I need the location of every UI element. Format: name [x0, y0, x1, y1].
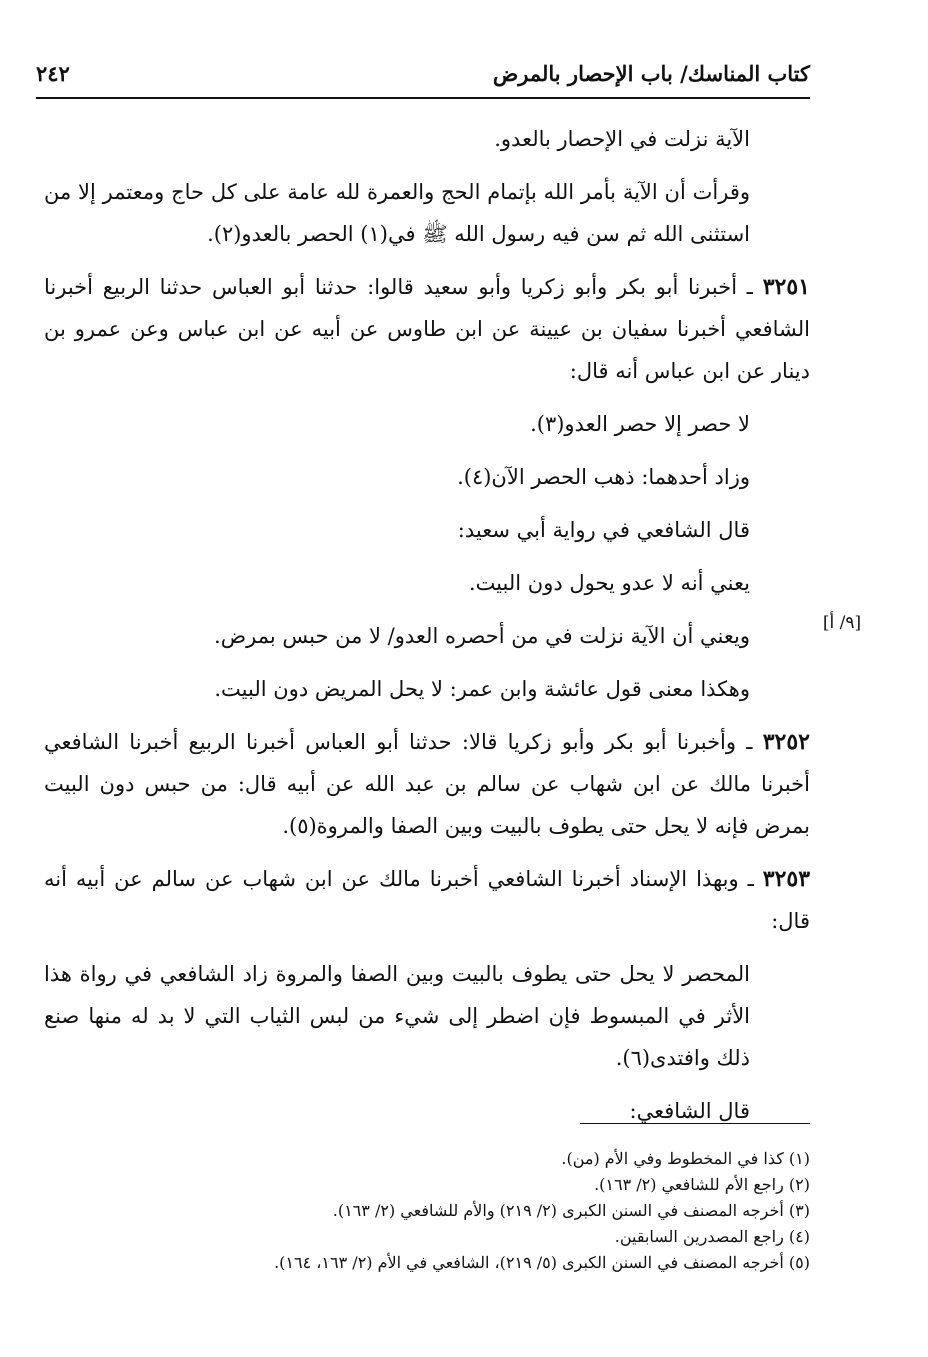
body-text — [44, 118, 810, 1143]
paragraph-9: وهكذا معنى قول عائشة وابن عمر: لا يحل المريض دون البيت. — [214, 677, 750, 701]
paragraph-7: يعني أنه لا عدو يحول دون البيت. — [468, 571, 750, 595]
footnote-1: (١) كذا في المخطوط وفي الأم (من). — [561, 1149, 810, 1168]
footnotes — [80, 1146, 810, 1276]
paragraph-4: لا حصر إلا حصر العدو(٣). — [530, 412, 750, 436]
page-header — [36, 52, 810, 94]
manuscript-folio-note: [٩/ أ] — [822, 613, 862, 633]
footnote-4: (٤) راجع المصدرين السابقين. — [614, 1227, 810, 1246]
paragraph-5: وزاد أحدهما: ذهب الحصر الآن(٤). — [457, 465, 750, 489]
hadith-text: ـ وبهذا الإسناد أخبرنا الشافعي أخبرنا مالك عن ابن شهاب عن سالم عن أبيه أنه قال: — [44, 867, 810, 933]
paragraph-13: قال الشافعي: — [629, 1099, 750, 1123]
paragraph-2: وقرأت أن الآية بأمر الله بإتمام الحج والعمرة لله عامة على كل حاج ومعتمر إلا من استثنى الله ثم سن فيه رسول الله ﷺ في(١) الحصر بالعدو(٢). — [44, 180, 750, 246]
running-title: كتاب المناسك/ باب الإحصار بالمرض — [492, 60, 810, 86]
paragraph-12: المحصر لا يحل حتى يطوف بالبيت وبين الصفا والمروة زاد الشافعي في رواة هذا الأثر في المبسوط فإن اضطر إلى شيء من لبس الثياب التي لا بد له منها صنع ذلك وافتدى(٦). — [44, 962, 750, 1070]
footnote-2: (٢) راجع الأم للشافعي (٢/ ١٦٣). — [594, 1175, 810, 1194]
footnote-rule — [580, 1123, 810, 1124]
hadith-text: ـ أخبرنا أبو بكر وأبو زكريا وأبو سعيد قالوا: حدثنا أبو العباس حدثنا الربيع أخبرنا الشافعي أخبرنا سفيان بن عيينة عن ابن طاوس عن أبيه عن ابن عباس وعن عمرو بن دينار عن ابن عباس أنه قال: — [44, 275, 810, 383]
footnote-5: (٥) أخرجه المصنف في السنن الكبرى (٥/ ٢١٩)، الشافعي في الأم (٢/ ١٦٣، ١٦٤). — [274, 1253, 810, 1272]
hadith-number: ٣٢٥٢ — [762, 729, 810, 755]
hadith-text: ـ وأخبرنا أبو بكر وأبو زكريا قالا: حدثنا أبو العباس أخبرنا الربيع أخبرنا الشافعي أخبرنا مالك عن ابن شهاب عن سالم بن عبد الله عن أبيه قال: من حبس دون البيت بمرض فإنه لا يحل حتى يطوف بالبيت وبين الصفا والمروة(٥). — [44, 730, 810, 838]
paragraph-6: قال الشافعي في رواية أبي سعيد: — [457, 518, 750, 542]
header-rule — [36, 97, 810, 99]
hadith-number: ٣٢٥١ — [762, 274, 810, 300]
hadith-number: ٣٢٥٣ — [762, 866, 811, 892]
hadith-3251 — [44, 266, 810, 392]
page-number: ٢٤٢ — [36, 60, 70, 86]
hadith-3253 — [44, 858, 810, 942]
hadith-3252 — [44, 721, 810, 847]
footnote-3: (٣) أخرجه المصنف في السنن الكبرى (٢/ ٢١٩) والأم للشافعي (٢/ ١٦٣). — [332, 1201, 810, 1220]
paragraph-1: الآية نزلت في الإحصار بالعدو. — [494, 127, 750, 151]
paragraph-8: ويعني أن الآية نزلت في من أحصره العدو/ لا من حبس بمرض. — [214, 624, 750, 648]
